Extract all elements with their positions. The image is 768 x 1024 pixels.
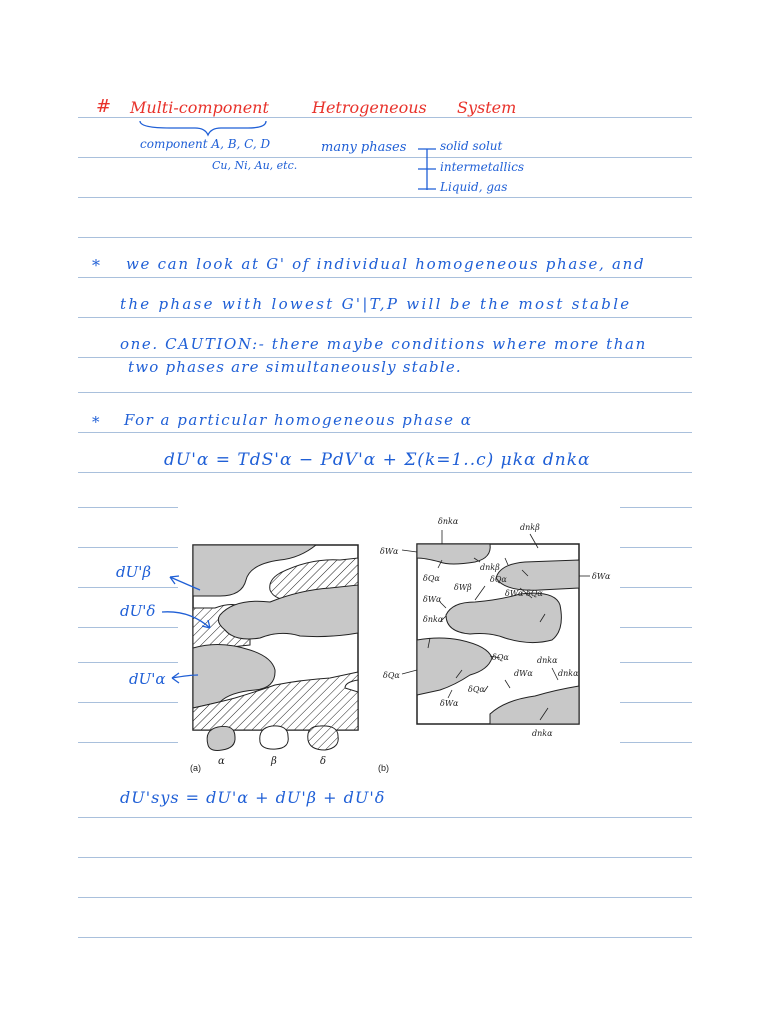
rule-line bbox=[78, 547, 178, 548]
rule-line bbox=[78, 857, 692, 858]
note1-line2: the phase with lowest G'|T,P will be the most stable bbox=[120, 295, 632, 313]
rule-line bbox=[78, 627, 178, 628]
energy-equation: dU'α = TdS'α − PdV'α + Σ(k=1..c) μkα dnkα bbox=[164, 450, 591, 470]
note2-bullet: * bbox=[92, 413, 100, 431]
rule-line bbox=[78, 277, 692, 278]
legend-beta: β bbox=[271, 756, 277, 767]
rule-line bbox=[620, 742, 692, 743]
rule-line bbox=[78, 662, 178, 663]
note1-bullet: * bbox=[92, 256, 100, 275]
rule-line bbox=[78, 472, 692, 473]
label-dn1: dnkβ bbox=[480, 563, 500, 572]
note2-line1: For a particular homogeneous phase α bbox=[124, 411, 473, 429]
label-w-left: δWα bbox=[380, 547, 399, 556]
label-top-right-dn: dnkβ bbox=[520, 523, 540, 532]
rule-line bbox=[620, 587, 692, 588]
label-dn5: dnkα bbox=[532, 729, 553, 738]
components-label: component A, B, C, D bbox=[140, 137, 271, 151]
rule-line bbox=[78, 432, 692, 433]
rule-line bbox=[78, 117, 692, 118]
label-q-left: δQα bbox=[383, 671, 400, 680]
phase-item: intermetallics bbox=[440, 160, 525, 174]
heading-word-hetrogeneous: Hetrogeneous bbox=[312, 98, 427, 117]
label-q4: δQα bbox=[492, 653, 509, 662]
label-w4: dWα bbox=[514, 669, 533, 678]
rule-line bbox=[620, 662, 692, 663]
figure-a bbox=[180, 530, 370, 740]
phase-item: Liquid, gas bbox=[440, 180, 508, 194]
heading-word-system: System bbox=[457, 98, 517, 117]
components-examples: Cu, Ni, Au, etc. bbox=[212, 159, 298, 172]
label-dn4: dnkα bbox=[558, 669, 579, 678]
rule-line bbox=[78, 897, 692, 898]
rule-line bbox=[78, 587, 178, 588]
rule-line bbox=[78, 317, 692, 318]
label-w1: δWβ bbox=[454, 583, 472, 592]
rule-line bbox=[620, 702, 692, 703]
margin-label-beta: dU'β bbox=[116, 563, 152, 581]
phase-item: solid solut bbox=[440, 139, 503, 153]
label-dn2: δnkα bbox=[423, 615, 444, 624]
heading-hash: # bbox=[96, 96, 112, 117]
note1-line1: we can look at G' of individual homogeneous phase, and bbox=[126, 255, 646, 273]
rule-line bbox=[78, 507, 178, 508]
rule-line bbox=[78, 817, 692, 818]
label-top-left-dn: δnkα bbox=[438, 517, 459, 526]
total-equation: dU'sys = dU'α + dU'β + dU'δ bbox=[120, 788, 386, 807]
margin-label-alpha: dU'α bbox=[129, 670, 166, 688]
rule-line bbox=[620, 547, 692, 548]
rule-line bbox=[78, 392, 692, 393]
rule-line bbox=[78, 197, 692, 198]
rule-line bbox=[620, 627, 692, 628]
rule-line bbox=[78, 157, 692, 158]
rule-line bbox=[78, 742, 178, 743]
caption-b: (b) bbox=[378, 763, 389, 773]
note1-line3: one. CAUTION:- there maybe conditions where more than bbox=[120, 335, 647, 353]
legend-delta: δ bbox=[320, 756, 327, 767]
label-w2: δWα bbox=[505, 589, 524, 598]
label-q1: δQα bbox=[423, 574, 440, 583]
figure-b bbox=[380, 510, 620, 740]
legend-alpha: α bbox=[218, 756, 225, 767]
phases-label: many phases bbox=[321, 140, 407, 155]
rule-line bbox=[78, 237, 692, 238]
caption-a: (a) bbox=[190, 763, 201, 773]
label-w-right: δWα bbox=[592, 572, 611, 581]
margin-label-delta: dU'δ bbox=[120, 602, 156, 620]
note1-line4: two phases are simultaneously stable. bbox=[128, 358, 462, 376]
rule-line bbox=[620, 507, 692, 508]
rule-line bbox=[78, 937, 692, 938]
label-q5: δQα bbox=[468, 685, 485, 694]
label-w3: δWα bbox=[423, 595, 442, 604]
label-dn3: dnkα bbox=[537, 656, 558, 665]
heading-word-multicomponent: Multi-component bbox=[130, 98, 269, 117]
label-q3: δQα bbox=[526, 589, 543, 598]
label-w5: δWα bbox=[440, 699, 459, 708]
rule-line bbox=[78, 702, 178, 703]
label-q2: δQα bbox=[490, 575, 507, 584]
